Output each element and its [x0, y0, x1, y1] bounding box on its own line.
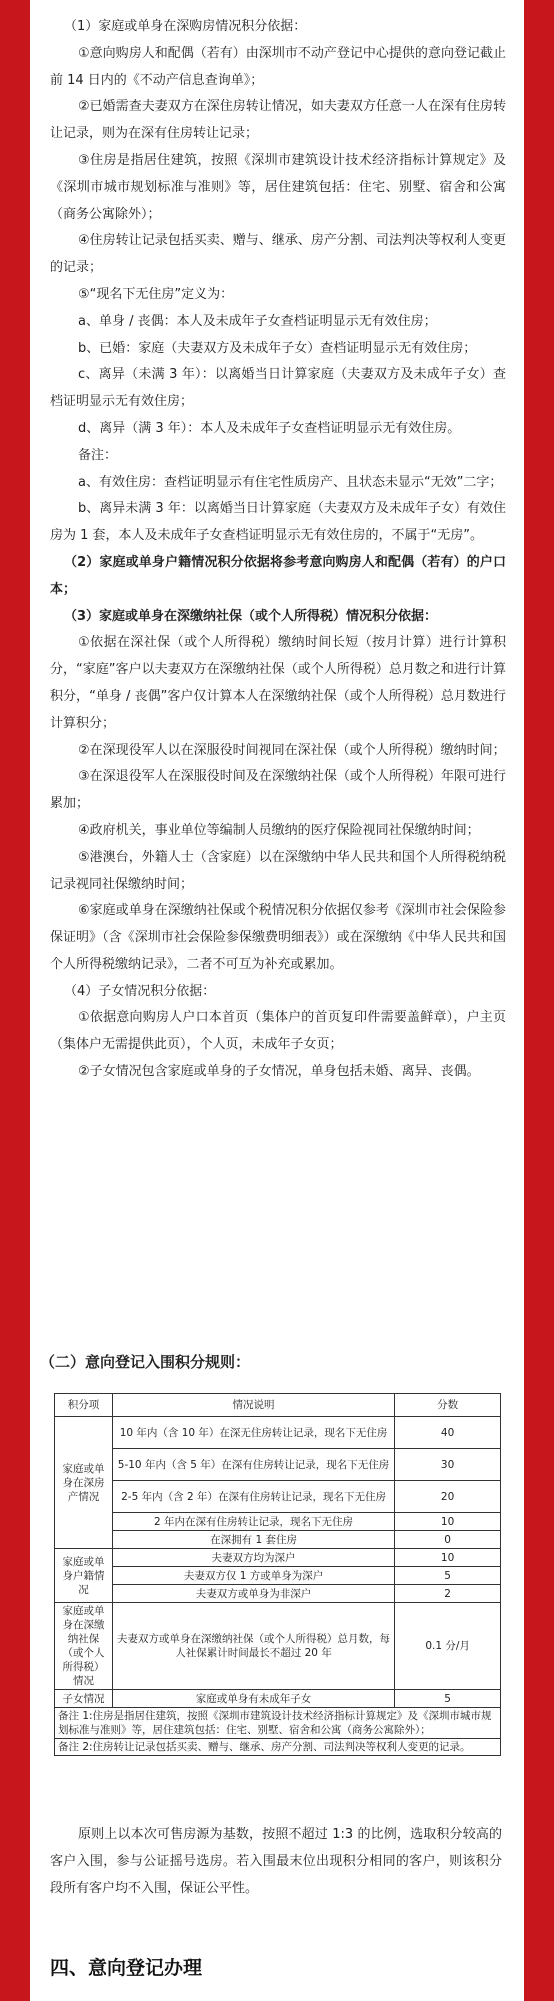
paragraph: 备注： — [78, 447, 118, 463]
paragraph: d、离异（满 3 年）：本人及未成年子女查档证明显示无有效住房。 — [78, 420, 461, 436]
header-score: 分数 — [395, 1394, 501, 1417]
score-item-cell: 家庭或单身户籍情况 — [55, 1549, 113, 1603]
table-note-row — [55, 1708, 501, 1739]
description-cell: 夫妻双方或单身在深缴纳社保（或个人所得税）总月数，每人社保累计时间最长不超过 20 年 — [112, 1603, 394, 1690]
paragraph: ②子女情况包含家庭或单身的子女情况，单身包括未婚、离异、丧偶。 — [78, 1064, 480, 1080]
paragraph: b、离异未满 3 年：以离婚当日计算家庭（夫妻双方及未成年子女）有效住房为 1 套，本人及未成年子女查档证明显示无有效住房的，不属于“无房”。 — [50, 501, 506, 544]
paragraph: ③在深退役军人在深服役时间及在深缴纳社保（或个人所得税）年限可进行累加； — [50, 769, 506, 812]
description-cell: 2 年内在深有住房转让记录，现名下无住房 — [112, 1513, 394, 1531]
table-note: 备注 1:住房是指居住建筑，按照《深圳市建筑设计技术经济指标计算规定》及《深圳市城市规划标准与准则》等，居住建筑包括：住宅、别墅、宿舍和公寓（商务公寓除外）； — [55, 1708, 501, 1739]
table-row — [55, 1531, 501, 1549]
score-cell: 5 — [395, 1567, 501, 1585]
table-row — [55, 1481, 501, 1513]
score-cell: 2 — [395, 1585, 501, 1603]
section-4-title: 四、意向登记办理 — [50, 1957, 203, 1979]
criteria-paragraphs — [50, 14, 506, 1086]
header-description: 情况说明 — [112, 1394, 394, 1417]
paragraph: ①意向购房人和配偶（若有）由深圳市不动产登记中心提供的意向登记截止前 14 日内的《不动产信息查询单》； — [50, 45, 506, 88]
description-cell: 夫妻双方均为深户 — [112, 1549, 394, 1567]
paragraph: （3）家庭或单身在深缴纳社保（或个人所得税）情况积分依据： — [64, 608, 438, 624]
table-row — [55, 1603, 501, 1690]
paragraph: a、有效住房：查档证明显示有住宅性质房产、且状态未显示“无效”二字； — [78, 474, 503, 490]
score-item-cell: 家庭或单身在深缴纳社保（或个人所得税）情况 — [55, 1603, 113, 1690]
table-body — [55, 1417, 501, 1756]
score-item-cell: 家庭或单身在深房产情况 — [55, 1417, 113, 1549]
scoring-table — [54, 1393, 501, 1756]
score-cell: 0.1 分/月 — [395, 1603, 501, 1690]
paragraph: ③住房是指居住建筑，按照《深圳市建筑设计技术经济指标计算规定》及《深圳市城市规划标准与准则》等，居住建筑包括：住宅、别墅、宿舍和公寓（商务公寓除外）； — [50, 152, 506, 222]
table-header-row — [55, 1394, 501, 1417]
score-cell: 20 — [395, 1481, 501, 1513]
score-cell: 0 — [395, 1531, 501, 1549]
score-cell: 5 — [395, 1690, 501, 1708]
score-cell: 10 — [395, 1549, 501, 1567]
table-row — [55, 1549, 501, 1567]
table-row — [55, 1690, 501, 1708]
score-cell: 40 — [395, 1417, 501, 1449]
table-note: 备注 2:住房转让记录包括买卖、赠与、继承、房产分割、司法判决等权利人变更的记录。 — [55, 1739, 501, 1756]
table-row — [55, 1585, 501, 1603]
score-item-cell: 子女情况 — [55, 1690, 113, 1708]
table-row — [55, 1417, 501, 1449]
paragraph: （1）家庭或单身在深购房情况积分依据： — [64, 19, 307, 34]
table-note-row — [55, 1739, 501, 1756]
paragraph: ④政府机关，事业单位等编制人员缴纳的医疗保险视同社保缴纳时间； — [78, 822, 480, 838]
table-row — [55, 1567, 501, 1585]
score-cell: 30 — [395, 1449, 501, 1481]
paragraph: c、离异（未满 3 年）：以离婚当日计算家庭（夫妻双方及未成年子女）查档证明显示无有效住房； — [50, 367, 506, 410]
description-cell: 2-5 年内（含 2 年）在深有住房转让记录，现名下无住房 — [112, 1481, 394, 1513]
paragraph: ④住房转让记录包括买卖、赠与、继承、房产分割、司法判决等权利人变更的记录； — [50, 233, 506, 276]
table-row — [55, 1513, 501, 1531]
description-cell: 夫妻双方或单身为非深户 — [112, 1585, 394, 1603]
paragraph: ②在深现役军人以在深服役时间视同在深社保（或个人所得税）缴纳时间； — [78, 742, 506, 758]
description-cell: 在深拥有 1 套住房 — [112, 1531, 394, 1549]
paragraph: ⑤“现名下无住房”定义为： — [78, 286, 234, 302]
header-item: 积分项 — [55, 1394, 113, 1417]
section-2-title: （二）意向登记入围积分规则： — [40, 1353, 251, 1371]
paragraph: ⑥家庭或单身在深缴纳社保或个税情况积分依据仅参考《深圳市社会保险参保证明》（含《深圳市社会保险参保缴费明细表》）或在深缴纳《中华人民共和国个人所得税缴纳记录》，二者不可互为补充或累加。 — [50, 903, 506, 972]
description-cell: 10 年内（含 10 年）在深无住房转让记录，现名下无住房 — [112, 1417, 394, 1449]
description-cell: 家庭或单身有未成年子女 — [112, 1690, 394, 1708]
paragraph: ①依据在深社保（或个人所得税）缴纳时间长短（按月计算）进行计算积分，“家庭”客户以夫妻双方在深缴纳社保（或个人所得税）总月数之和进行计算积分，“单身 / 丧偶”客户仅计算本人在深缴纳社保（或个人所得税）总月数进行计算积分； — [50, 635, 506, 731]
paragraph: （4）子女情况积分依据： — [64, 983, 216, 999]
description-cell: 5-10 年内（含 5 年）在深有住房转让记录，现名下无住房 — [112, 1449, 394, 1481]
description-cell: 夫妻双方仅 1 方或单身为深户 — [112, 1567, 394, 1585]
paragraph: ②已婚需查夫妻双方在深住房转让情况，如夫妻双方任意一人在深有住房转让记录，则为在深有住房转让记录； — [50, 99, 506, 142]
paragraph: ①依据意向购房人户口本首页（集体户的首页复印件需要盖鲜章），户主页（集体户无需提供此页），个人页，未成年子女页； — [50, 1010, 506, 1053]
paragraph: b、已婚：家庭（夫妻双方及未成年子女）查档证明显示无有效住房； — [78, 340, 477, 356]
closing-paragraph: 原则上以本次可售房源为基数，按照不超过 1:3 的比例，选取积分较高的客户入围，参与公证摇号选房。若入围最末位出现积分相同的客户，则该积分段所有客户均不入围，保证公平性。 — [50, 1827, 502, 1896]
score-cell: 10 — [395, 1513, 501, 1531]
paragraph: a、单身 / 丧偶：本人及未成年子女查档证明显示无有效住房； — [78, 313, 437, 329]
paragraph: （2）家庭或单身户籍情况积分依据将参考意向购房人和配偶（若有）的户口本； — [50, 554, 506, 597]
paragraph: ⑤港澳台，外籍人士（含家庭）以在深缴纳中华人民共和国个人所得税纳税记录视同社保缴纳时间； — [50, 849, 506, 892]
table-row — [55, 1449, 501, 1481]
